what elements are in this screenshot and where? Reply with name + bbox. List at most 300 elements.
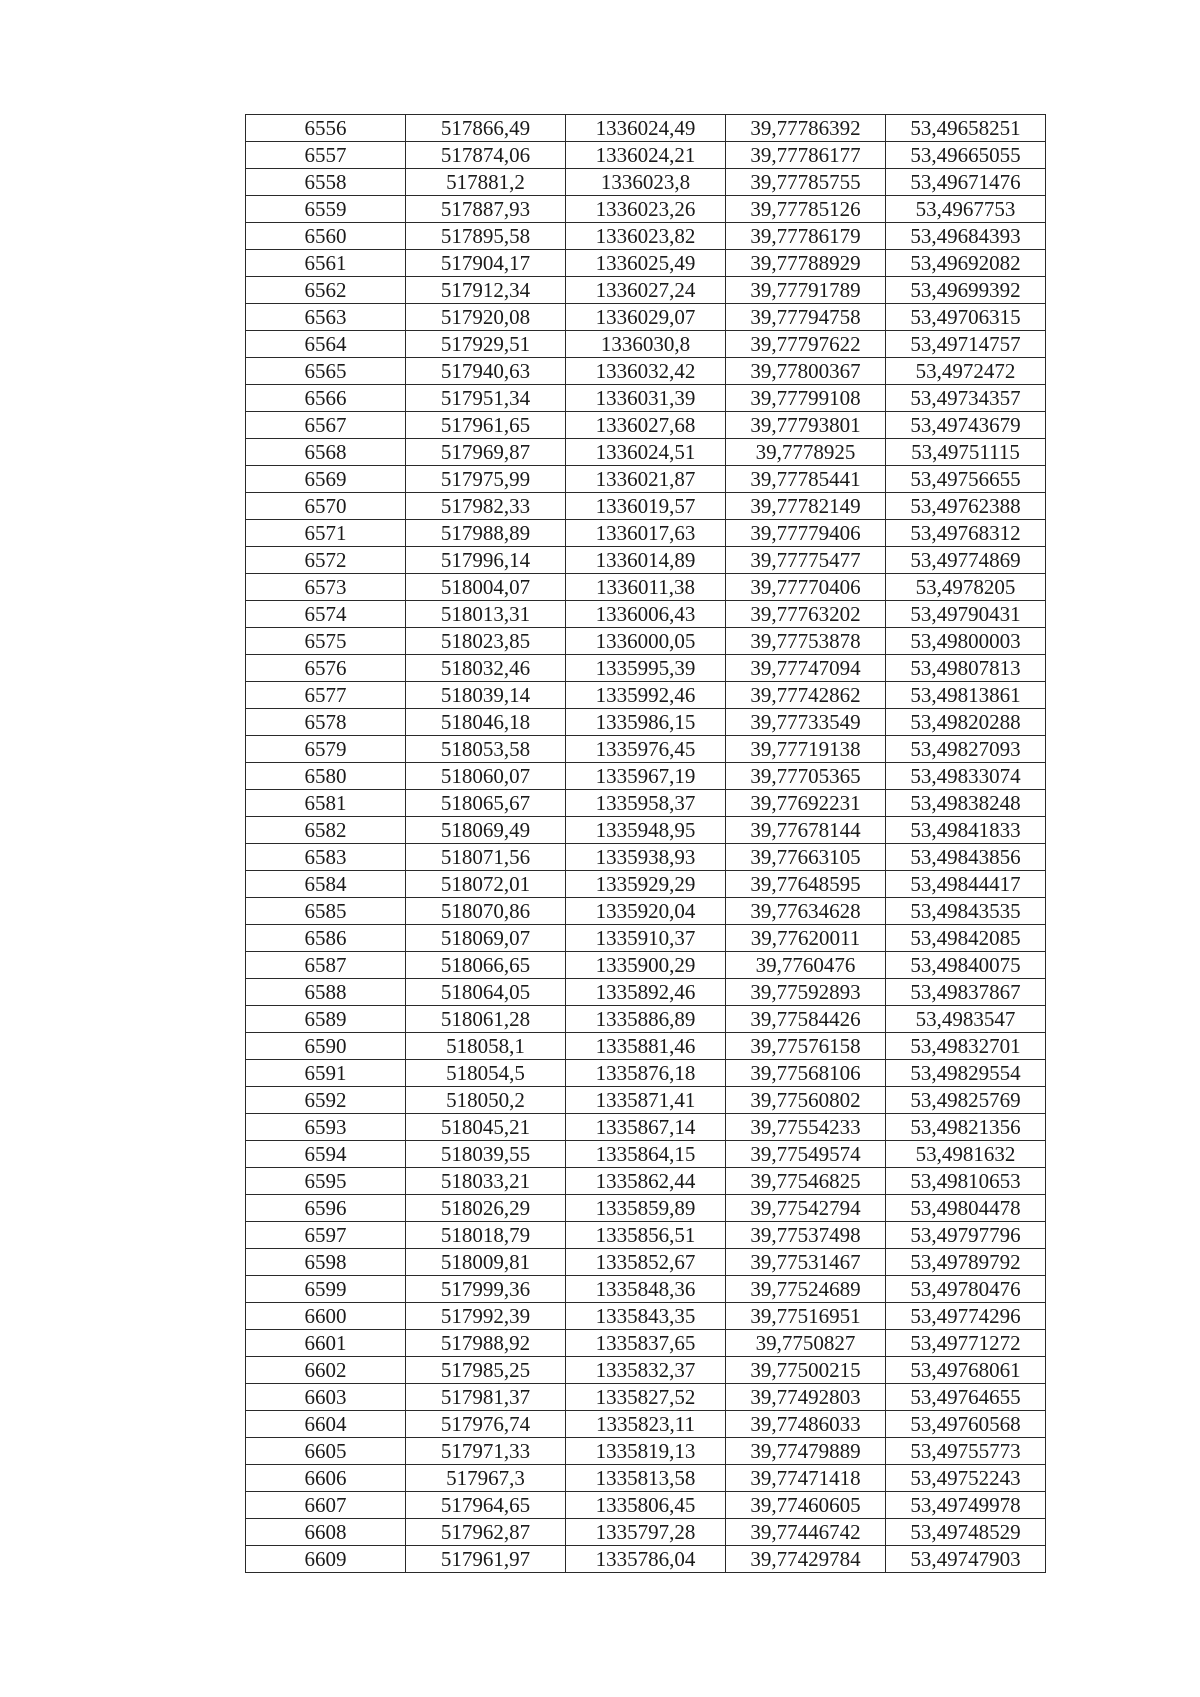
table-row	[246, 1330, 1046, 1357]
point-number-cell: 6605	[246, 1438, 406, 1465]
point-number-cell: 6582	[246, 817, 406, 844]
longitude-cell: 39,77500215	[726, 1357, 886, 1384]
table-row	[246, 844, 1046, 871]
table-row	[246, 520, 1046, 547]
point-number-cell: 6573	[246, 574, 406, 601]
y-coordinate-cell: 1336027,24	[566, 277, 726, 304]
y-coordinate-cell: 1336023,26	[566, 196, 726, 223]
y-coordinate-cell: 1335813,58	[566, 1465, 726, 1492]
table-row	[246, 1168, 1046, 1195]
table-row	[246, 817, 1046, 844]
point-number-cell: 6556	[246, 115, 406, 142]
x-coordinate-cell: 518066,65	[406, 952, 566, 979]
table-row	[246, 1033, 1046, 1060]
y-coordinate-cell: 1336027,68	[566, 412, 726, 439]
table-row	[246, 682, 1046, 709]
table-row	[246, 385, 1046, 412]
y-coordinate-cell: 1335797,28	[566, 1519, 726, 1546]
y-coordinate-cell: 1335871,41	[566, 1087, 726, 1114]
longitude-cell: 39,77753878	[726, 628, 886, 655]
x-coordinate-cell: 517874,06	[406, 142, 566, 169]
latitude-cell: 53,49762388	[886, 493, 1046, 520]
y-coordinate-cell: 1336032,42	[566, 358, 726, 385]
y-coordinate-cell: 1336029,07	[566, 304, 726, 331]
y-coordinate-cell: 1335862,44	[566, 1168, 726, 1195]
latitude-cell: 53,49671476	[886, 169, 1046, 196]
point-number-cell: 6581	[246, 790, 406, 817]
y-coordinate-cell: 1335881,46	[566, 1033, 726, 1060]
y-coordinate-cell: 1336024,49	[566, 115, 726, 142]
y-coordinate-cell: 1335786,04	[566, 1546, 726, 1573]
table-row	[246, 412, 1046, 439]
y-coordinate-cell: 1336000,05	[566, 628, 726, 655]
point-number-cell: 6593	[246, 1114, 406, 1141]
point-number-cell: 6577	[246, 682, 406, 709]
y-coordinate-cell: 1335859,89	[566, 1195, 726, 1222]
longitude-cell: 39,77799108	[726, 385, 886, 412]
longitude-cell: 39,77648595	[726, 871, 886, 898]
latitude-cell: 53,49768312	[886, 520, 1046, 547]
table-row	[246, 142, 1046, 169]
x-coordinate-cell: 518009,81	[406, 1249, 566, 1276]
x-coordinate-cell: 518058,1	[406, 1033, 566, 1060]
y-coordinate-cell: 1335910,37	[566, 925, 726, 952]
y-coordinate-cell: 1335848,36	[566, 1276, 726, 1303]
y-coordinate-cell: 1336030,8	[566, 331, 726, 358]
longitude-cell: 39,77692231	[726, 790, 886, 817]
point-number-cell: 6604	[246, 1411, 406, 1438]
x-coordinate-cell: 518069,07	[406, 925, 566, 952]
y-coordinate-cell: 1335819,13	[566, 1438, 726, 1465]
x-coordinate-cell: 518072,01	[406, 871, 566, 898]
x-coordinate-cell: 517969,87	[406, 439, 566, 466]
longitude-cell: 39,77770406	[726, 574, 886, 601]
latitude-cell: 53,49684393	[886, 223, 1046, 250]
latitude-cell: 53,49755773	[886, 1438, 1046, 1465]
x-coordinate-cell: 517881,2	[406, 169, 566, 196]
longitude-cell: 39,77785126	[726, 196, 886, 223]
latitude-cell: 53,49837867	[886, 979, 1046, 1006]
latitude-cell: 53,49832701	[886, 1033, 1046, 1060]
y-coordinate-cell: 1335843,35	[566, 1303, 726, 1330]
latitude-cell: 53,49807813	[886, 655, 1046, 682]
point-number-cell: 6606	[246, 1465, 406, 1492]
x-coordinate-cell: 518018,79	[406, 1222, 566, 1249]
latitude-cell: 53,4972472	[886, 358, 1046, 385]
longitude-cell: 39,77747094	[726, 655, 886, 682]
longitude-cell: 39,77576158	[726, 1033, 886, 1060]
point-number-cell: 6589	[246, 1006, 406, 1033]
longitude-cell: 39,77592893	[726, 979, 886, 1006]
table-row	[246, 628, 1046, 655]
table-row	[246, 1087, 1046, 1114]
table-row	[246, 1222, 1046, 1249]
latitude-cell: 53,49734357	[886, 385, 1046, 412]
table-row	[246, 574, 1046, 601]
table-row	[246, 1411, 1046, 1438]
table-row	[246, 790, 1046, 817]
table-row	[246, 277, 1046, 304]
table-row	[246, 1546, 1046, 1573]
y-coordinate-cell: 1336024,51	[566, 439, 726, 466]
latitude-cell: 53,49699392	[886, 277, 1046, 304]
x-coordinate-cell: 517982,33	[406, 493, 566, 520]
y-coordinate-cell: 1335892,46	[566, 979, 726, 1006]
longitude-cell: 39,77568106	[726, 1060, 886, 1087]
x-coordinate-cell: 518045,21	[406, 1114, 566, 1141]
longitude-cell: 39,77560802	[726, 1087, 886, 1114]
longitude-cell: 39,77788929	[726, 250, 886, 277]
table-row	[246, 979, 1046, 1006]
x-coordinate-cell: 518026,29	[406, 1195, 566, 1222]
latitude-cell: 53,49790431	[886, 601, 1046, 628]
y-coordinate-cell: 1335867,14	[566, 1114, 726, 1141]
x-coordinate-cell: 518060,07	[406, 763, 566, 790]
table-row	[246, 1357, 1046, 1384]
y-coordinate-cell: 1336017,63	[566, 520, 726, 547]
longitude-cell: 39,77742862	[726, 682, 886, 709]
longitude-cell: 39,77542794	[726, 1195, 886, 1222]
y-coordinate-cell: 1335827,52	[566, 1384, 726, 1411]
point-number-cell: 6576	[246, 655, 406, 682]
longitude-cell: 39,77620011	[726, 925, 886, 952]
longitude-cell: 39,77634628	[726, 898, 886, 925]
longitude-cell: 39,77797622	[726, 331, 886, 358]
table-row	[246, 223, 1046, 250]
y-coordinate-cell: 1336024,21	[566, 142, 726, 169]
point-number-cell: 6557	[246, 142, 406, 169]
point-number-cell: 6578	[246, 709, 406, 736]
x-coordinate-cell: 518054,5	[406, 1060, 566, 1087]
latitude-cell: 53,49665055	[886, 142, 1046, 169]
table-row	[246, 439, 1046, 466]
x-coordinate-cell: 517981,37	[406, 1384, 566, 1411]
x-coordinate-cell: 517992,39	[406, 1303, 566, 1330]
y-coordinate-cell: 1336014,89	[566, 547, 726, 574]
latitude-cell: 53,49692082	[886, 250, 1046, 277]
latitude-cell: 53,49840075	[886, 952, 1046, 979]
longitude-cell: 39,77537498	[726, 1222, 886, 1249]
longitude-cell: 39,7778925	[726, 439, 886, 466]
longitude-cell: 39,77549574	[726, 1141, 886, 1168]
latitude-cell: 53,49844417	[886, 871, 1046, 898]
x-coordinate-cell: 518013,31	[406, 601, 566, 628]
y-coordinate-cell: 1335995,39	[566, 655, 726, 682]
point-number-cell: 6583	[246, 844, 406, 871]
table-row	[246, 601, 1046, 628]
y-coordinate-cell: 1335986,15	[566, 709, 726, 736]
y-coordinate-cell: 1335900,29	[566, 952, 726, 979]
x-coordinate-cell: 517951,34	[406, 385, 566, 412]
table-row	[246, 115, 1046, 142]
latitude-cell: 53,49843856	[886, 844, 1046, 871]
longitude-cell: 39,77446742	[726, 1519, 886, 1546]
table-row	[246, 709, 1046, 736]
latitude-cell: 53,49768061	[886, 1357, 1046, 1384]
y-coordinate-cell: 1335852,67	[566, 1249, 726, 1276]
latitude-cell: 53,49780476	[886, 1276, 1046, 1303]
longitude-cell: 39,77779406	[726, 520, 886, 547]
y-coordinate-cell: 1336023,8	[566, 169, 726, 196]
coordinates-table	[245, 114, 1046, 1573]
point-number-cell: 6587	[246, 952, 406, 979]
longitude-cell: 39,77524689	[726, 1276, 886, 1303]
table-row	[246, 196, 1046, 223]
point-number-cell: 6590	[246, 1033, 406, 1060]
latitude-cell: 53,49747903	[886, 1546, 1046, 1573]
longitude-cell: 39,77546825	[726, 1168, 886, 1195]
point-number-cell: 6567	[246, 412, 406, 439]
longitude-cell: 39,77584426	[726, 1006, 886, 1033]
table-row	[246, 1141, 1046, 1168]
x-coordinate-cell: 518053,58	[406, 736, 566, 763]
table-row	[246, 493, 1046, 520]
latitude-cell: 53,49752243	[886, 1465, 1046, 1492]
y-coordinate-cell: 1335958,37	[566, 790, 726, 817]
longitude-cell: 39,77719138	[726, 736, 886, 763]
latitude-cell: 53,49714757	[886, 331, 1046, 358]
point-number-cell: 6600	[246, 1303, 406, 1330]
latitude-cell: 53,49827093	[886, 736, 1046, 763]
point-number-cell: 6602	[246, 1357, 406, 1384]
table-row	[246, 898, 1046, 925]
x-coordinate-cell: 517988,89	[406, 520, 566, 547]
latitude-cell: 53,49749978	[886, 1492, 1046, 1519]
point-number-cell: 6560	[246, 223, 406, 250]
y-coordinate-cell: 1335992,46	[566, 682, 726, 709]
x-coordinate-cell: 518050,2	[406, 1087, 566, 1114]
x-coordinate-cell: 517999,36	[406, 1276, 566, 1303]
longitude-cell: 39,77794758	[726, 304, 886, 331]
point-number-cell: 6572	[246, 547, 406, 574]
latitude-cell: 53,49843535	[886, 898, 1046, 925]
x-coordinate-cell: 517920,08	[406, 304, 566, 331]
point-number-cell: 6607	[246, 1492, 406, 1519]
latitude-cell: 53,49829554	[886, 1060, 1046, 1087]
point-number-cell: 6596	[246, 1195, 406, 1222]
x-coordinate-cell: 518064,05	[406, 979, 566, 1006]
y-coordinate-cell: 1335967,19	[566, 763, 726, 790]
point-number-cell: 6580	[246, 763, 406, 790]
longitude-cell: 39,7750827	[726, 1330, 886, 1357]
point-number-cell: 6559	[246, 196, 406, 223]
longitude-cell: 39,77705365	[726, 763, 886, 790]
table-row	[246, 1384, 1046, 1411]
y-coordinate-cell: 1335837,65	[566, 1330, 726, 1357]
point-number-cell: 6563	[246, 304, 406, 331]
x-coordinate-cell: 518004,07	[406, 574, 566, 601]
y-coordinate-cell: 1335920,04	[566, 898, 726, 925]
table-row	[246, 358, 1046, 385]
longitude-cell: 39,77492803	[726, 1384, 886, 1411]
y-coordinate-cell: 1336023,82	[566, 223, 726, 250]
latitude-cell: 53,49774869	[886, 547, 1046, 574]
x-coordinate-cell: 517971,33	[406, 1438, 566, 1465]
point-number-cell: 6608	[246, 1519, 406, 1546]
latitude-cell: 53,4981632	[886, 1141, 1046, 1168]
x-coordinate-cell: 518046,18	[406, 709, 566, 736]
latitude-cell: 53,49774296	[886, 1303, 1046, 1330]
x-coordinate-cell: 517961,97	[406, 1546, 566, 1573]
y-coordinate-cell: 1335948,95	[566, 817, 726, 844]
x-coordinate-cell: 517996,14	[406, 547, 566, 574]
point-number-cell: 6588	[246, 979, 406, 1006]
table-row	[246, 250, 1046, 277]
table-row	[246, 169, 1046, 196]
x-coordinate-cell: 517929,51	[406, 331, 566, 358]
latitude-cell: 53,49842085	[886, 925, 1046, 952]
latitude-cell: 53,49813861	[886, 682, 1046, 709]
table-row	[246, 1276, 1046, 1303]
longitude-cell: 39,77800367	[726, 358, 886, 385]
y-coordinate-cell: 1335938,93	[566, 844, 726, 871]
x-coordinate-cell: 517940,63	[406, 358, 566, 385]
latitude-cell: 53,49800003	[886, 628, 1046, 655]
longitude-cell: 39,77663105	[726, 844, 886, 871]
longitude-cell: 39,77429784	[726, 1546, 886, 1573]
x-coordinate-cell: 517912,34	[406, 277, 566, 304]
longitude-cell: 39,77460605	[726, 1492, 886, 1519]
y-coordinate-cell: 1336019,57	[566, 493, 726, 520]
point-number-cell: 6561	[246, 250, 406, 277]
latitude-cell: 53,49797796	[886, 1222, 1046, 1249]
point-number-cell: 6595	[246, 1168, 406, 1195]
table-row	[246, 1438, 1046, 1465]
point-number-cell: 6584	[246, 871, 406, 898]
y-coordinate-cell: 1336021,87	[566, 466, 726, 493]
table-row	[246, 1060, 1046, 1087]
y-coordinate-cell: 1335832,37	[566, 1357, 726, 1384]
point-number-cell: 6586	[246, 925, 406, 952]
point-number-cell: 6574	[246, 601, 406, 628]
point-number-cell: 6594	[246, 1141, 406, 1168]
point-number-cell: 6598	[246, 1249, 406, 1276]
latitude-cell: 53,49760568	[886, 1411, 1046, 1438]
longitude-cell: 39,77786179	[726, 223, 886, 250]
x-coordinate-cell: 518061,28	[406, 1006, 566, 1033]
table-row	[246, 1195, 1046, 1222]
y-coordinate-cell: 1335856,51	[566, 1222, 726, 1249]
point-number-cell: 6609	[246, 1546, 406, 1573]
longitude-cell: 39,77733549	[726, 709, 886, 736]
y-coordinate-cell: 1336025,49	[566, 250, 726, 277]
x-coordinate-cell: 517962,87	[406, 1519, 566, 1546]
x-coordinate-cell: 517985,25	[406, 1357, 566, 1384]
x-coordinate-cell: 518069,49	[406, 817, 566, 844]
x-coordinate-cell: 517975,99	[406, 466, 566, 493]
table-row	[246, 1006, 1046, 1033]
x-coordinate-cell: 518070,86	[406, 898, 566, 925]
table-row	[246, 1519, 1046, 1546]
latitude-cell: 53,4967753	[886, 196, 1046, 223]
y-coordinate-cell: 1335886,89	[566, 1006, 726, 1033]
x-coordinate-cell: 517967,3	[406, 1465, 566, 1492]
table-row	[246, 736, 1046, 763]
latitude-cell: 53,49820288	[886, 709, 1046, 736]
table-row	[246, 1249, 1046, 1276]
longitude-cell: 39,77471418	[726, 1465, 886, 1492]
x-coordinate-cell: 518039,14	[406, 682, 566, 709]
y-coordinate-cell: 1336006,43	[566, 601, 726, 628]
latitude-cell: 53,49748529	[886, 1519, 1046, 1546]
longitude-cell: 39,77782149	[726, 493, 886, 520]
table-row	[246, 304, 1046, 331]
table-row	[246, 952, 1046, 979]
latitude-cell: 53,49833074	[886, 763, 1046, 790]
longitude-cell: 39,77554233	[726, 1114, 886, 1141]
point-number-cell: 6601	[246, 1330, 406, 1357]
latitude-cell: 53,49756655	[886, 466, 1046, 493]
table-row	[246, 871, 1046, 898]
longitude-cell: 39,77531467	[726, 1249, 886, 1276]
longitude-cell: 39,77793801	[726, 412, 886, 439]
point-number-cell: 6568	[246, 439, 406, 466]
y-coordinate-cell: 1336031,39	[566, 385, 726, 412]
x-coordinate-cell: 518033,21	[406, 1168, 566, 1195]
longitude-cell: 39,77678144	[726, 817, 886, 844]
y-coordinate-cell: 1335976,45	[566, 736, 726, 763]
x-coordinate-cell: 518023,85	[406, 628, 566, 655]
x-coordinate-cell: 517976,74	[406, 1411, 566, 1438]
latitude-cell: 53,49789792	[886, 1249, 1046, 1276]
table-row	[246, 331, 1046, 358]
latitude-cell: 53,49838248	[886, 790, 1046, 817]
point-number-cell: 6562	[246, 277, 406, 304]
latitude-cell: 53,49764655	[886, 1384, 1046, 1411]
longitude-cell: 39,77785755	[726, 169, 886, 196]
point-number-cell: 6558	[246, 169, 406, 196]
point-number-cell: 6599	[246, 1276, 406, 1303]
latitude-cell: 53,49771272	[886, 1330, 1046, 1357]
point-number-cell: 6591	[246, 1060, 406, 1087]
x-coordinate-cell: 517988,92	[406, 1330, 566, 1357]
y-coordinate-cell: 1335864,15	[566, 1141, 726, 1168]
point-number-cell: 6566	[246, 385, 406, 412]
x-coordinate-cell: 517887,93	[406, 196, 566, 223]
longitude-cell: 39,77486033	[726, 1411, 886, 1438]
table-row	[246, 1303, 1046, 1330]
point-number-cell: 6564	[246, 331, 406, 358]
x-coordinate-cell: 517904,17	[406, 250, 566, 277]
point-number-cell: 6603	[246, 1384, 406, 1411]
x-coordinate-cell: 517961,65	[406, 412, 566, 439]
table-row	[246, 655, 1046, 682]
table-row	[246, 925, 1046, 952]
latitude-cell: 53,49658251	[886, 115, 1046, 142]
x-coordinate-cell: 518032,46	[406, 655, 566, 682]
longitude-cell: 39,77479889	[726, 1438, 886, 1465]
point-number-cell: 6565	[246, 358, 406, 385]
y-coordinate-cell: 1335823,11	[566, 1411, 726, 1438]
point-number-cell: 6575	[246, 628, 406, 655]
x-coordinate-cell: 518071,56	[406, 844, 566, 871]
latitude-cell: 53,49841833	[886, 817, 1046, 844]
point-number-cell: 6569	[246, 466, 406, 493]
point-number-cell: 6597	[246, 1222, 406, 1249]
x-coordinate-cell: 517895,58	[406, 223, 566, 250]
longitude-cell: 39,77791789	[726, 277, 886, 304]
latitude-cell: 53,49825769	[886, 1087, 1046, 1114]
x-coordinate-cell: 518039,55	[406, 1141, 566, 1168]
table-row	[246, 547, 1046, 574]
table-row	[246, 1492, 1046, 1519]
longitude-cell: 39,77763202	[726, 601, 886, 628]
point-number-cell: 6585	[246, 898, 406, 925]
latitude-cell: 53,4978205	[886, 574, 1046, 601]
latitude-cell: 53,4983547	[886, 1006, 1046, 1033]
latitude-cell: 53,49804478	[886, 1195, 1046, 1222]
point-number-cell: 6570	[246, 493, 406, 520]
